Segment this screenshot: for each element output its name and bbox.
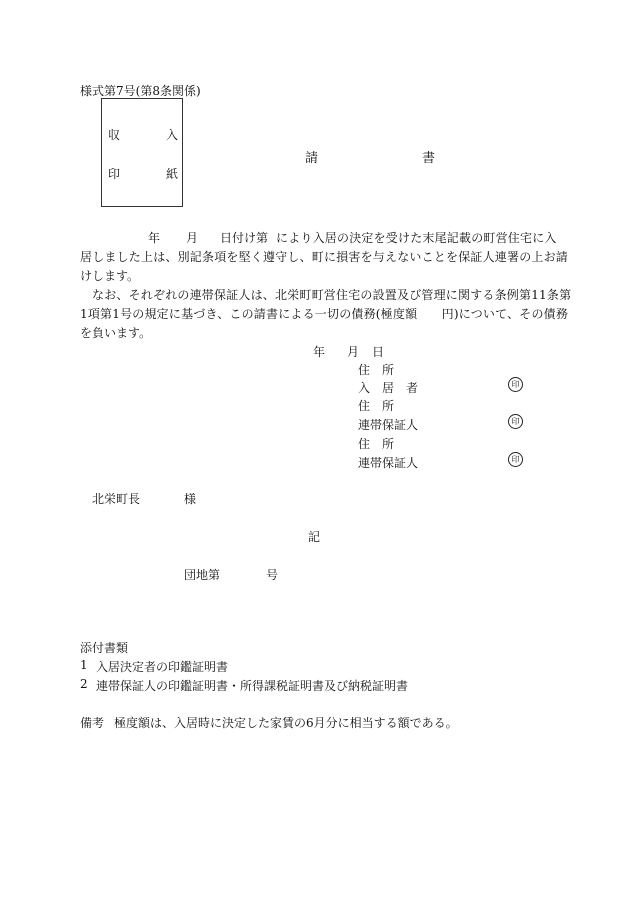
seal-mark-icon: 印 [508,414,523,429]
stamp-char-bottom-right: 紙 [166,167,179,181]
body-line1-rest: により入居の決定を受けた末尾記載の町営住宅に入 [276,231,557,245]
signatory-2-address-label: 住 所 [358,399,395,413]
body-para2-line1: なお、それぞれの連帯保証人は、北栄町町営住宅の設置及び管理に関する条例第11条第 [92,288,572,302]
remarks-text: 極度額は、入居時に決定した家賃の6月分に相当する額である。 [114,716,458,730]
sign-date-month: 月 [347,345,360,359]
body-date-year: 年 [148,231,161,245]
signatory-1-address-label: 住 所 [358,363,395,377]
signatory-1-role-label: 入 居 者 [358,381,419,395]
stamp-char-bottom-left: 印 [108,167,121,181]
attachment-2-text: 連帯保証人の印鑑証明書・所得課税証明書及び納税証明書 [96,679,409,693]
attachments-heading: 添付書類 [80,641,129,655]
signatory-2-role-label: 連帯保証人 [358,418,419,432]
addressee-honorific: 様 [184,492,197,506]
attachment-1-text: 入居決定者の印鑑証明書 [96,660,229,674]
signatory-3-address-label: 住 所 [358,437,395,451]
sign-date-year: 年 [313,345,326,359]
attachment-1-number: 1 [80,658,88,672]
remarks-label: 備考 [80,716,105,730]
revenue-stamp-box [101,98,183,207]
stamp-char-top-left: 収 [108,128,121,142]
seal-mark-icon: 印 [508,452,523,467]
stamp-char-top-right: 入 [166,128,179,142]
body-line3: けします。 [80,269,140,283]
body-line2: 居しました上は、別記条項を堅く遵守し、町に損害を与えないことを保証人連署の上お請 [80,250,569,264]
signatory-3-role-label: 連帯保証人 [358,456,419,470]
title-right-char: 書 [422,151,436,166]
body-para2-line3: を負います。 [80,326,152,340]
seal-mark-icon: 印 [508,377,523,392]
attachment-2-number: 2 [80,677,88,691]
form-number: 様式第7号(第8条関係) [80,84,201,98]
title-left-char: 請 [305,151,319,166]
body-date-day-suffix: 日付け第 [220,231,269,245]
body-para2-line2: 1項第1号の規定に基づき、この請書による一切の債務(極度額 円)について、その債務 [80,307,569,321]
housing-suffix: 号 [266,568,279,582]
sign-date-day: 日 [372,345,385,359]
housing-prefix: 団地第 [184,568,221,582]
ki-heading: 記 [308,530,321,544]
body-date-month: 月 [186,231,199,245]
addressee-name: 北栄町長 [92,492,141,506]
